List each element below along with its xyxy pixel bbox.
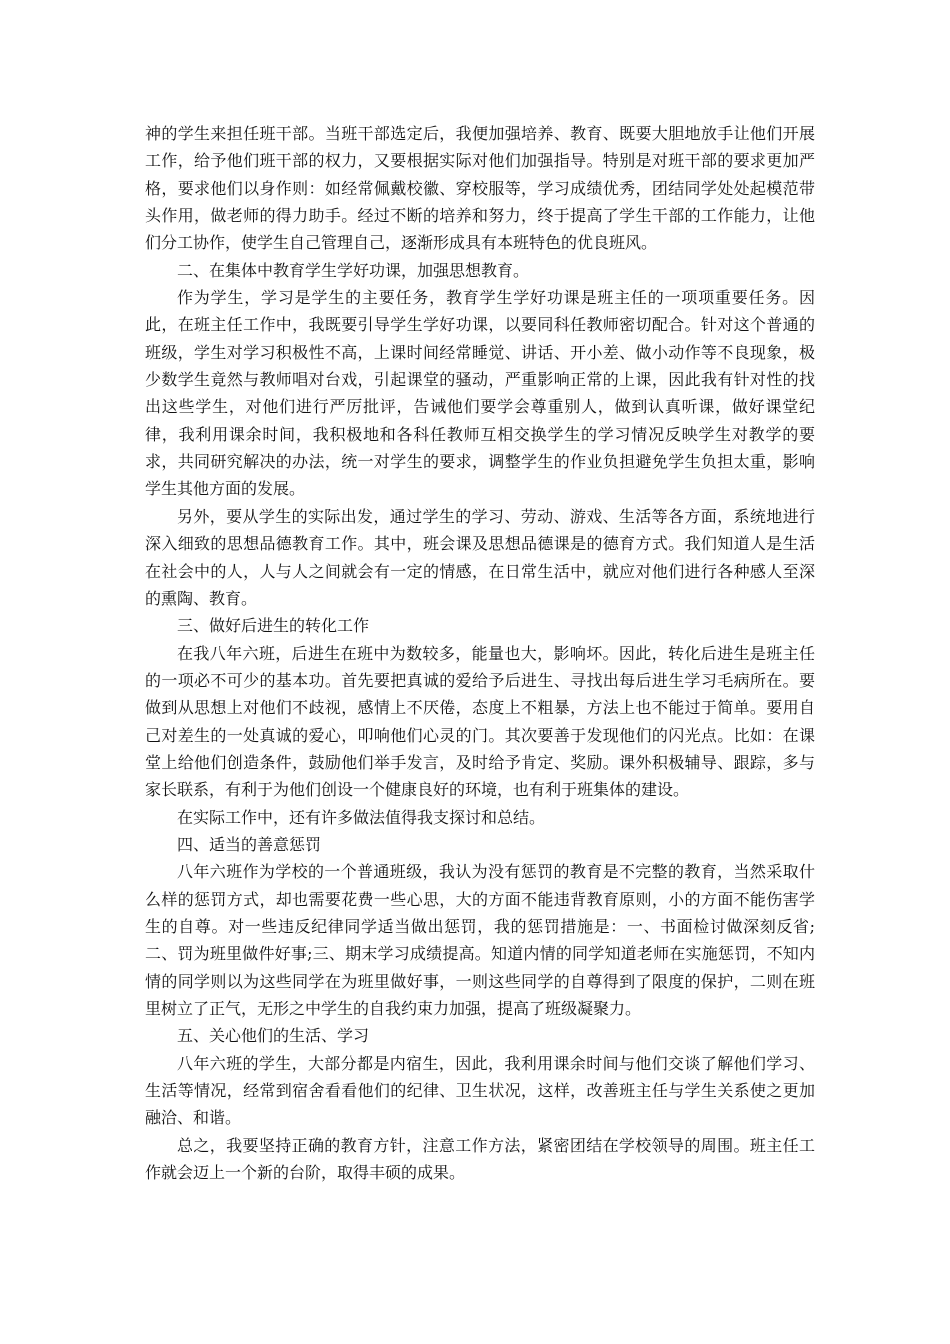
- paragraph-moral-education: 另外，要从学生的实际出发，通过学生的学习、劳动、游戏、生活等各方面，系统地进行深入细致的思想品德教育工作。其中，班会课及思想品德课是的德育方式。我们知道人是生活在社会中的人，人与人之间就会有一定的情感，在日常生活中，就应对他们进行各种感人至深的熏陶、教育。: [145, 506, 815, 608]
- section-heading-5: 五、关心他们的生活、学习: [177, 1026, 370, 1046]
- paragraph-practice: 在实际工作中，还有许多做法值得我支探讨和总结。: [177, 807, 546, 827]
- paragraph-summary: 总之，我要坚持正确的教育方针，注意工作方法，紧密团结在学校领导的周围。班主任工作就会迈上一个新的台阶，取得丰硕的成果。: [145, 1135, 815, 1183]
- section-heading-3: 三、做好后进生的转化工作: [177, 616, 370, 636]
- section-heading-2: 二、在集体中教育学生学好功课，加强思想教育。: [177, 260, 530, 280]
- section-heading-4: 四、适当的善意惩罚: [177, 834, 322, 854]
- document-body: [145, 120, 815, 1186]
- paragraph-punishment: 八年六班作为学校的一个普通班级，我认为没有惩罚的教育是不完整的教育，当然采取什么样的惩罚方式，却也需要花费一些心思，大的方面不能违背教育原则，小的方面不能伤害学生的自尊。对一些违反纪律同学适当做出惩罚，我的惩罚措施是：一、书面检讨做深刻反省;二、罚为班里做件好事;三、期末学习成绩提高。知道内情的同学知道老师在实施惩罚，不知内情的同学则以为这些同学在为班里做好事，一则这些同学的自尊得到了限度的保护，二则在班里树立了正气，无形之中学生的自我约束力加强，提高了班级凝聚力。: [145, 862, 815, 1018]
- paragraph-class-cadres: 神的学生来担任班干部。当班干部选定后，我便加强培养、教育、既要大胆地放手让他们开展工作，给予他们班干部的权力，又要根据实际对他们加强指导。特别是对班干部的要求更加严格，要求他们以身作则：如经常佩戴校徽、穿校服等，学习成绩优秀，团结同学处处起模范带头作用，做老师的得力助手。经过不断的培养和努力，终于提高了学生干部的工作能力，让他们分工协作，使学生自己管理自己，逐渐形成具有本班特色的优良班风。: [145, 124, 815, 253]
- paragraph-laggard-students: 在我八年六班，后进生在班中为数较多，能量也大，影响坏。因此，转化后进生是班主任的一项必不可少的基本功。首先要把真诚的爱给予后进生、寻找出每后进生学习毛病所在。要做到从思想上对他们不歧视，感情上不厌倦，态度上不粗暴，方法上也不能过于简单。要用自己对差生的一处真诚的爱心，叩响他们心灵的门。其次要善于发现他们的闪光点。比如：在课堂上给他们创造条件，鼓励他们举手发言，及时给予肯定、奖励。课外积极辅导、跟踪，多与家长联系，有利于为他们创设一个健康良好的环境，也有利于班集体的建设。: [145, 643, 815, 800]
- paragraph-study: 作为学生，学习是学生的主要任务，教育学生学好功课是班主任的一项项重要任务。因此，在班主任工作中，我既要引导学生学好功课，以要同科任教师密切配合。针对这个普通的班级，学生对学习积极性不高，上课时间经常睡觉、讲话、开小差、做小动作等不良现象，极少数学生竟然与教师唱对台戏，引起课堂的骚动，严重影响正常的上课，因此我有针对性的找出这些学生，对他们进行严厉批评，告诫他们要学会尊重别人，做到认真听课，做好课堂纪律，我利用课余时间，我积极地和各科任教师互相交换学生的学习情况反映学生对教学的要求，共同研究解决的办法，统一对学生的要求，调整学生的作业负担避免学生负担太重，影响学生其他方面的发展。: [145, 288, 815, 499]
- paragraph-care: 八年六班的学生，大部分都是内宿生，因此，我利用课余时间与他们交谈了解他们学习、生活等情况，经常到宿舍看看他们的纪律、卫生状况，这样，改善班主任与学生关系使之更加融洽、和谐。: [145, 1053, 815, 1128]
